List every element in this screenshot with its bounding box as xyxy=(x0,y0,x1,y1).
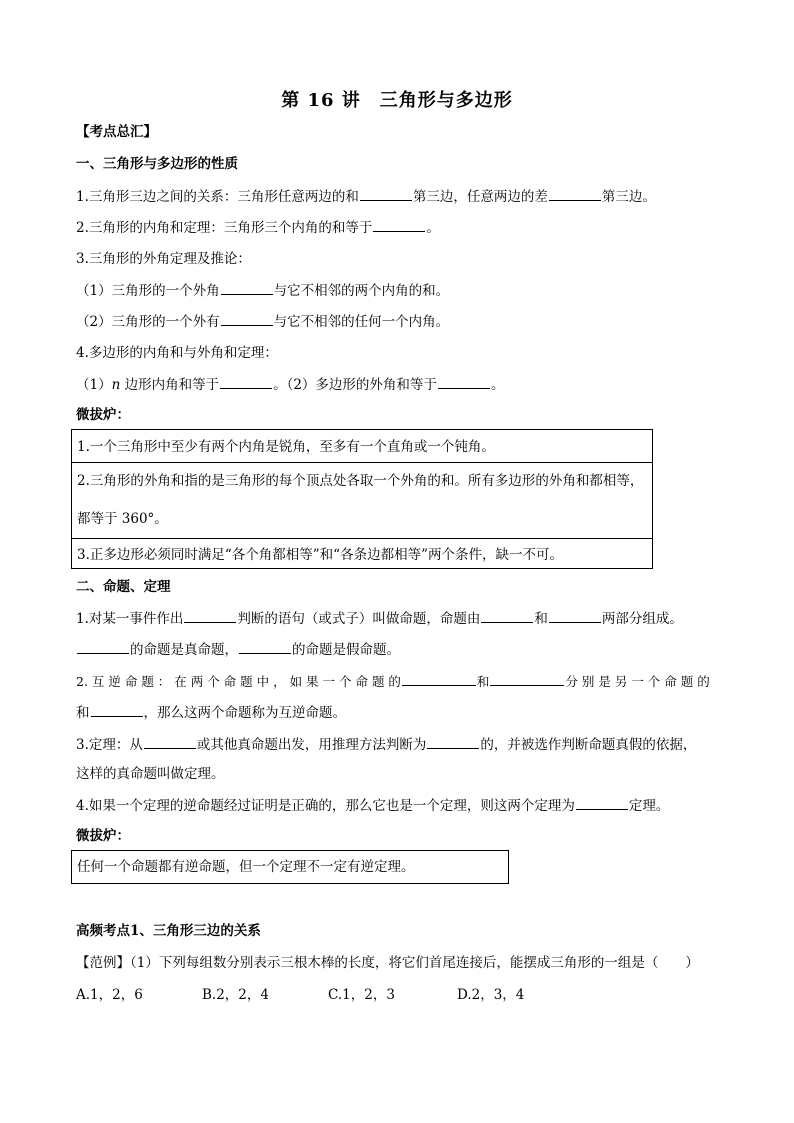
divider xyxy=(72,538,652,539)
s2-line7 xyxy=(76,795,669,816)
text: 与它不相邻的任何一个内角。 xyxy=(273,314,450,330)
text: 1.对某一事件作出 xyxy=(76,611,184,627)
text: 和 xyxy=(76,705,90,721)
tip1-row3: 3.正多边形必须同时满足“各个角都相等”和“各条边都相等”两个条件，缺一不可。 xyxy=(77,547,563,563)
fill-blank xyxy=(239,639,291,654)
s1-line6: 4.多边形的内角和与外角和定理： xyxy=(76,345,278,361)
fill-blank xyxy=(360,186,412,201)
text: 2.三角形的内角和定理：三角形三个内角的和等于 xyxy=(76,220,373,236)
fill-blank xyxy=(549,186,601,201)
hf1-heading: 高频考点1、三角形三边的关系 xyxy=(76,923,261,939)
fill-blank xyxy=(576,795,628,810)
hf1-option-c: C.1，2，3 xyxy=(328,987,395,1003)
s1-line3: 3.三角形的外角定理及推论： xyxy=(76,251,251,267)
fill-blank xyxy=(481,608,533,623)
tip2-box xyxy=(71,850,509,884)
s2-line4 xyxy=(76,702,346,723)
hf1-option-b: B.2，2，4 xyxy=(202,987,269,1003)
text: 2. 互 逆 命 题 ： 在 两 个 命 题 中 ， 如 果 一 个 命 题 的 xyxy=(76,674,401,689)
text: 边形内角和等于 xyxy=(120,377,220,393)
s2-line1 xyxy=(76,608,683,629)
tip2-row1: 任何一个命题都有逆命题，但一个定理不一定有逆定理。 xyxy=(77,859,415,875)
tip2-heading: 微拔炉： xyxy=(76,828,130,844)
text: 。 xyxy=(490,377,505,393)
fill-blank xyxy=(490,671,564,686)
hf1-option-a: A.1，2，6 xyxy=(76,987,143,1003)
tip1-row1: 1.一个三角形中至少有两个内角是锐角，至多有一个直角或一个钝角。 xyxy=(77,439,495,455)
tip1-row2a: 2.三角形的外角和指的是三角形的每个顶点处各取一个外角的和。所有多边形的外角和都相等， xyxy=(77,473,644,489)
s1-line4 xyxy=(76,280,449,301)
text: 定理。 xyxy=(628,798,670,814)
text: 的命题是真命题， xyxy=(130,642,238,658)
text: （2）三角形的一个外有 xyxy=(76,314,220,330)
fill-blank xyxy=(549,608,601,623)
divider xyxy=(72,462,652,463)
text: 第三边，任意两边的差 xyxy=(412,189,548,205)
hf1-option-d: D.2，3，4 xyxy=(457,987,525,1003)
hf1-question: 【范例】（1）下列每组数分别表示三根木棒的长度，将它们首尾连接后，能摆成三角形的一组是（ ） xyxy=(76,955,699,971)
page-title: 第 16 讲 三角形与多边形 xyxy=(281,90,513,111)
text: 的命题是假命题。 xyxy=(292,642,400,658)
s1-line2 xyxy=(76,217,440,238)
text: 判断的语句（或式子）叫做命题，命题由 xyxy=(237,611,481,627)
fill-blank xyxy=(221,280,273,295)
s2-line3 xyxy=(76,671,710,692)
text: 。 xyxy=(426,220,440,236)
fill-blank xyxy=(220,374,272,389)
fill-blank xyxy=(402,671,476,686)
text: （1）三角形的一个外角 xyxy=(76,283,220,299)
s1-line1 xyxy=(76,186,656,207)
text: （1） xyxy=(76,377,112,393)
text: 与它不相邻的两个内角的和。 xyxy=(273,283,450,299)
text: 第三边。 xyxy=(601,189,656,205)
fill-blank xyxy=(144,734,196,749)
text: 3.定理：从 xyxy=(76,737,143,753)
fill-blank xyxy=(91,702,143,717)
text: 和 xyxy=(476,674,490,689)
tip1-heading: 微拔炉： xyxy=(76,407,130,423)
tip1-box xyxy=(71,429,653,569)
text: 4.如果一个定理的逆命题经过证明是正确的，那么它也是一个定理，则这两个定理为 xyxy=(76,798,575,814)
s1-line5 xyxy=(76,311,449,332)
text: 两部分组成。 xyxy=(601,611,683,627)
variable-n: n xyxy=(111,377,121,393)
tip1-row2b: 都等于 360°。 xyxy=(77,511,168,527)
text: 1.三角形三边之间的关系：三角形任意两边的和 xyxy=(76,189,359,205)
text: 或其他真命题出发，用推理方法判断为 xyxy=(196,737,427,753)
s2-line5 xyxy=(76,734,696,755)
fill-blank xyxy=(77,639,129,654)
text: ，那么这两个命题称为互逆命题。 xyxy=(143,705,346,721)
s1-line7 xyxy=(76,374,504,395)
section1-heading: 一、三角形与多边形的性质 xyxy=(76,156,238,172)
fill-blank xyxy=(373,217,425,232)
section2-heading: 二、命题、定理 xyxy=(76,579,171,595)
text: 。（2）多边形的外角和等于 xyxy=(273,377,437,393)
s2-line6: 这样的真命题叫做定理。 xyxy=(76,766,225,782)
text: 的，并被选作判断命题真假的依据， xyxy=(480,737,697,753)
fill-blank xyxy=(221,311,273,326)
text: 和 xyxy=(534,611,548,627)
s2-line2 xyxy=(76,639,400,660)
summary-heading: 【考点总汇】 xyxy=(76,124,157,140)
fill-blank xyxy=(427,734,479,749)
fill-blank xyxy=(184,608,236,623)
text: 分 别 是 另 一 个 命 题 的 xyxy=(565,674,710,689)
fill-blank xyxy=(438,374,490,389)
